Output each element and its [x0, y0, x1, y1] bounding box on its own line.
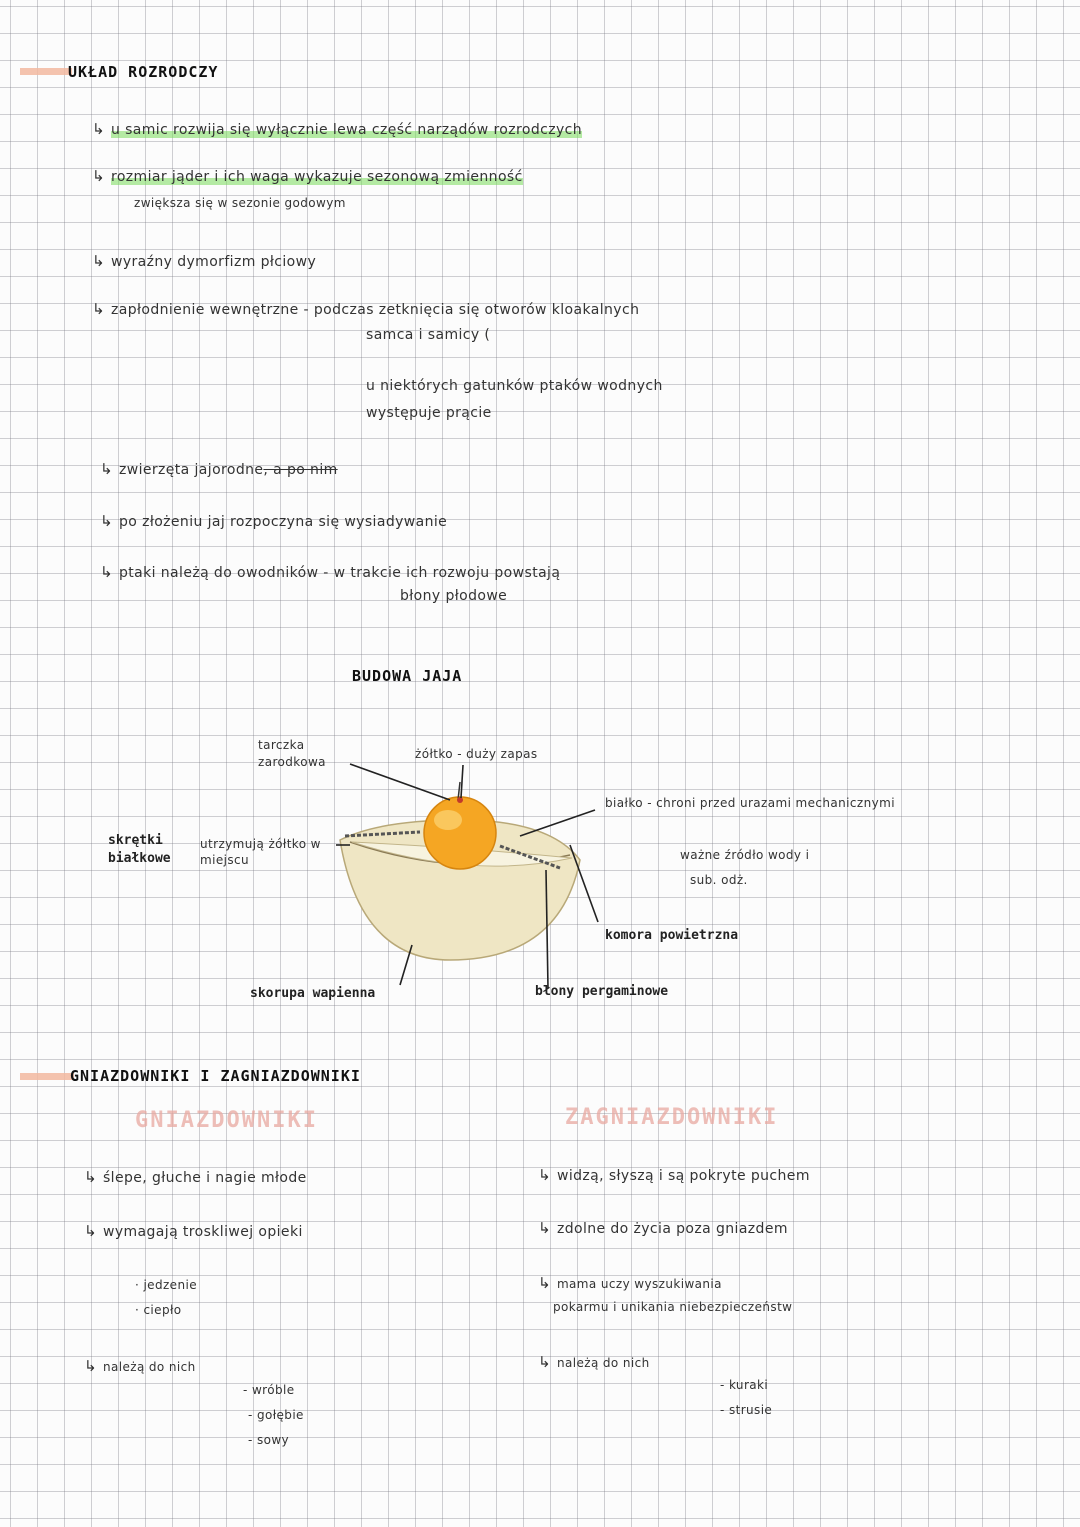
arrow-icon: ↳ — [84, 1168, 97, 1186]
egg-illustration — [340, 782, 580, 960]
left-item-2: ↳ wymagają troskliwej opieki — [84, 1222, 303, 1240]
left-example-1: - wróble — [243, 1383, 295, 1397]
right-item-1: ↳ widzą, słyszą i są pokryte puchem — [538, 1166, 810, 1184]
bullet-4-note-cont: występuje prącie — [366, 405, 492, 421]
label-bialko-3: sub. odż. — [690, 873, 748, 887]
bullet-5: ↳ zwierzęta jajorodne, a po nim — [100, 460, 338, 478]
egg-title: BUDOWA JAJA — [352, 667, 463, 685]
arrow-icon: ↳ — [84, 1222, 97, 1240]
right-example-2: - strusie — [720, 1403, 773, 1417]
left-sub-1: · jedzenie — [135, 1278, 197, 1292]
bullet-4-cont: samca i samicy ( — [366, 327, 491, 343]
arrow-icon: ↳ — [100, 512, 113, 530]
left-heading: GNIAZDOWNIKI — [135, 1108, 318, 1133]
right-item-2: ↳ zdolne do życia poza gniazdem — [538, 1219, 788, 1237]
label-skretki-desc: utrzymują żółtko w miejscu — [200, 837, 321, 867]
label-blony: błony pergaminowe — [535, 984, 669, 999]
bullet-4-note: u niektórych gatunków ptaków wodnych — [366, 378, 663, 394]
right-heading: ZAGNIAZDOWNIKI — [565, 1105, 779, 1130]
arrow-icon: ↳ — [92, 167, 105, 185]
left-item-1: ↳ ślepe, głuche i nagie młode — [84, 1168, 307, 1186]
right-examples-label: ↳ należą do nich — [538, 1353, 650, 1371]
page-title: UKŁAD ROZRODCZY — [68, 63, 219, 81]
label-skorupa: skorupa wapienna — [250, 986, 376, 1001]
arrow-icon: ↳ — [100, 460, 113, 478]
bullet-3: ↳ wyraźny dymorfizm płciowy — [92, 252, 317, 270]
right-item-3: ↳ mama uczy wyszukiwania — [538, 1274, 722, 1292]
label-bialko-2: ważne źródło wody i — [680, 848, 810, 862]
section-highlight — [20, 1073, 74, 1080]
left-example-2: - gołębie — [248, 1408, 304, 1422]
left-sub-2: · ciepło — [135, 1303, 182, 1317]
bullet-6: ↳ po złożeniu jaj rozpoczyna się wysiadywanie — [100, 512, 448, 530]
bullet-4: ↳ zapłodnienie wewnętrzne - podczas zetknięcia się otworów kloakalnych — [92, 300, 640, 318]
bullet-1: ↳ u samic rozwija się wyłącznie lewa część narządów rozrodczych — [92, 120, 583, 138]
arrow-icon: ↳ — [92, 120, 105, 138]
bullet-7: ↳ ptaki należą do owodników - w trakcie ich rozwoju powstają — [100, 563, 561, 581]
right-example-1: - kuraki — [720, 1378, 769, 1392]
arrow-icon: ↳ — [92, 300, 105, 318]
arrow-icon: ↳ — [84, 1357, 97, 1375]
bullet-2: ↳ rozmiar jąder i ich waga wykazuje sezonową zmienność — [92, 167, 523, 185]
right-item-4: pokarmu i unikania niebezpieczeństw — [553, 1300, 793, 1314]
arrow-icon: ↳ — [92, 252, 105, 270]
arrow-icon: ↳ — [100, 563, 113, 581]
bullet-2-note: zwiększa się w sezonie godowym — [134, 196, 346, 210]
arrow-icon: ↳ — [538, 1353, 551, 1371]
arrow-icon: ↳ — [538, 1274, 551, 1292]
left-examples-label: ↳ należą do nich — [84, 1357, 196, 1375]
label-zoltko: żółtko - duży zapas — [415, 747, 538, 761]
arrow-icon: ↳ — [538, 1219, 551, 1237]
label-bialko: białko - chroni przed urazami mechanicznymi — [605, 796, 895, 810]
bullet-7-cont: błony płodowe — [400, 588, 508, 604]
label-komora: komora powietrzna — [605, 928, 739, 943]
arrow-icon: ↳ — [538, 1166, 551, 1184]
label-tarczka: tarczka zarodkowa — [258, 738, 326, 769]
section-title: GNIAZDOWNIKI I ZAGNIAZDOWNIKI — [70, 1067, 361, 1085]
left-example-3: - sowy — [248, 1433, 290, 1447]
label-skretki: skrętki białkowe — [108, 833, 171, 866]
